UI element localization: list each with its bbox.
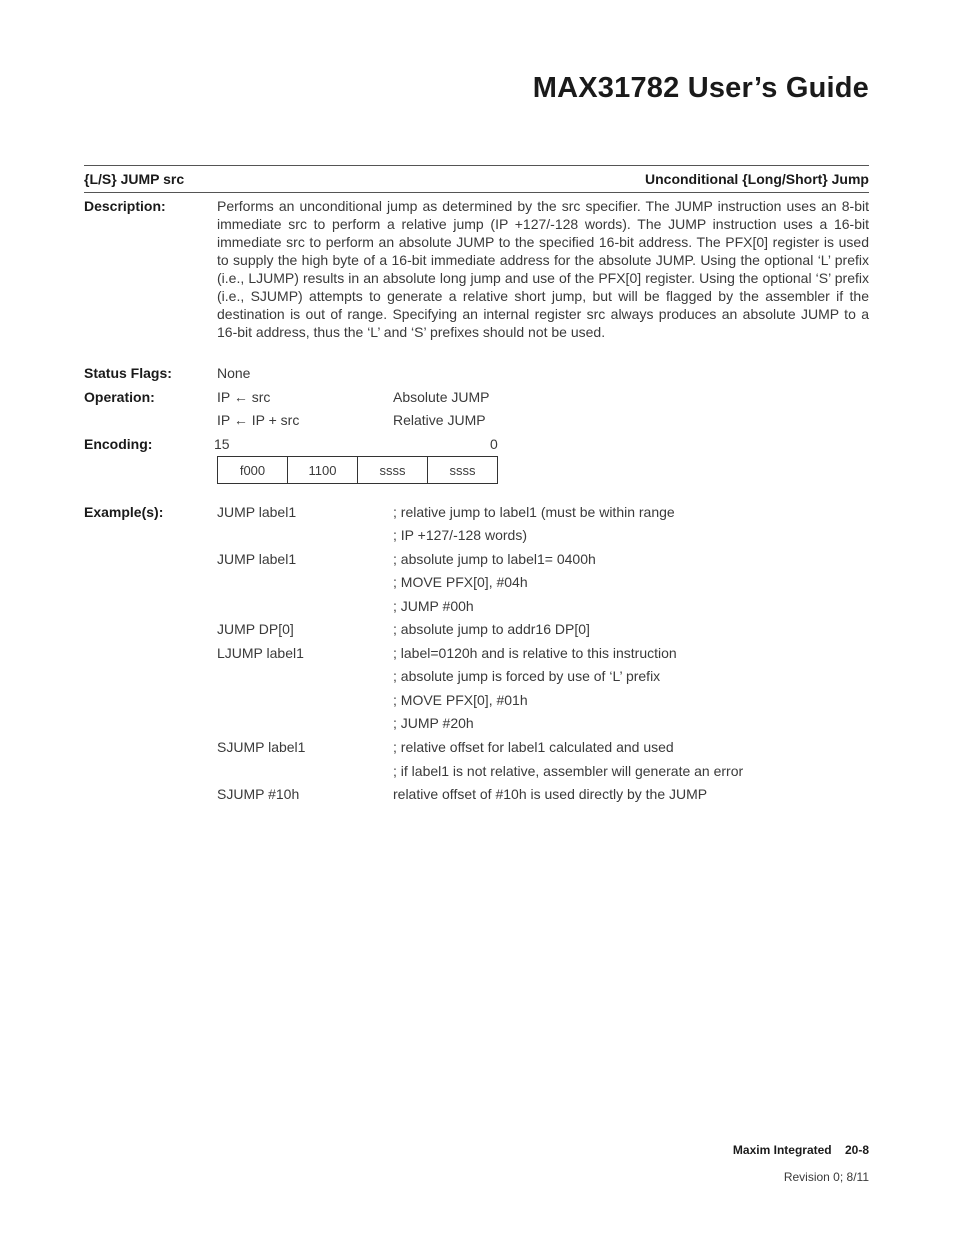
- page-number: 20-8: [844, 1143, 869, 1157]
- encoding-field: f000: [218, 457, 288, 484]
- encoding-table: [217, 456, 498, 484]
- example-code: LJUMP label1: [217, 645, 304, 661]
- operation-note: Relative JUMP: [393, 412, 486, 428]
- example-code: JUMP label1: [217, 551, 297, 567]
- instruction-header: [84, 165, 869, 193]
- example-comment: ; if label1 is not relative, assembler will generate an error: [393, 763, 744, 779]
- example-comment: ; absolute jump to addr16 DP[0]: [393, 621, 590, 637]
- example-comment: ; MOVE PFX[0], #01h: [393, 692, 528, 708]
- encoding-label: Encoding:: [84, 436, 153, 452]
- examples-label: Example(s):: [84, 504, 164, 520]
- example-code: JUMP DP[0]: [217, 621, 294, 637]
- operation-note: Absolute JUMP: [393, 389, 490, 405]
- instruction-summary: Unconditional {Long/Short} Jump: [645, 171, 869, 187]
- encoding-bit-low: 0: [490, 436, 498, 452]
- instruction-syntax: {L/S} JUMP src: [84, 171, 185, 187]
- description-text: Performs an unconditional jump as determined by the src specifier. The JUMP instruction uses an 8-bit immediate src to perform a relative jump (IP +127/-128 words). The JUMP instruction uses a 16-bit immediate src to perform an absolute JUMP to the specified 16-bit address. The PFX[0] register is used to supply the high byte of a 16-bit immediate address for the absolute JUMP. Using the optional ‘L’ prefix (i.e., LJUMP) results in an absolute long jump and use of the PFX[0] register. Using the optional ‘S’ prefix (i.e., SJUMP) attempts to generate a relative short jump, but will be flagged by the assembler if the destination is out of range. Specifying an internal register src always produces an absolute JUMP to a 16-bit address, thus the ‘L’ and ‘S’ prefixes should not be used.: [217, 198, 869, 340]
- operation-expr: IP ← IP + src: [217, 412, 300, 428]
- example-comment: ; MOVE PFX[0], #04h: [393, 574, 528, 590]
- status-flags-label: Status Flags:: [84, 365, 172, 381]
- operation-label: Operation:: [84, 389, 155, 405]
- footer-org: Maxim Integrated: [732, 1143, 832, 1157]
- page-title: MAX31782 User’s Guide: [532, 72, 869, 104]
- example-comment: ; JUMP #20h: [393, 715, 474, 731]
- footer-revision: Revision 0; 8/11: [783, 1170, 869, 1184]
- encoding-field: 1100: [288, 457, 358, 484]
- example-code: JUMP label1: [217, 504, 297, 520]
- example-comment: ; label=0120h and is relative to this instruction: [393, 645, 677, 661]
- example-comment: ; JUMP #00h: [393, 598, 474, 614]
- example-comment: ; relative offset for label1 calculated and used: [393, 739, 674, 755]
- operation-expr: IP ← src: [217, 389, 271, 405]
- description-label: Description:: [84, 198, 166, 214]
- encoding-field: ssss: [358, 457, 428, 484]
- encoding-bit-high: 15: [214, 436, 230, 452]
- footer-org-page: [733, 1143, 869, 1157]
- example-comment: ; absolute jump is forced by use of ‘L’ prefix: [393, 668, 661, 684]
- status-flags-value: None: [217, 365, 251, 381]
- example-code: SJUMP label1: [217, 739, 306, 755]
- example-comment: relative offset of #10h is used directly by the JUMP: [393, 786, 708, 802]
- encoding-field: ssss: [428, 457, 498, 484]
- example-comment: ; absolute jump to label1= 0400h: [393, 551, 596, 567]
- example-code: SJUMP #10h: [217, 786, 300, 802]
- encoding-row: [218, 457, 498, 484]
- example-comment: ; IP +127/-128 words): [393, 527, 527, 543]
- example-comment: ; relative jump to label1 (must be within range: [393, 504, 675, 520]
